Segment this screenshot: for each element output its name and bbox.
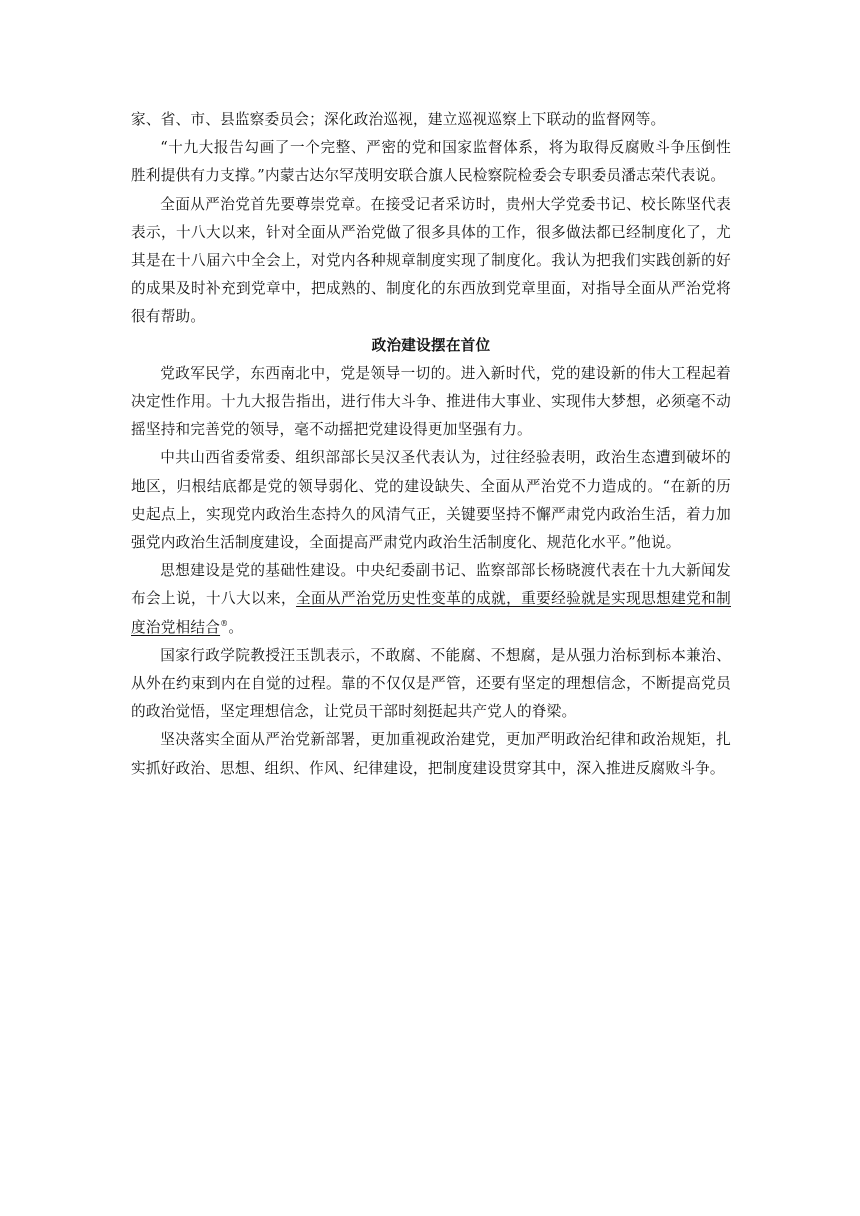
paragraph-anti-corruption-process: 国家行政学院教授汪玉凯表示，不敢腐、不能腐、不想腐，是从强力治标到标本兼治、从外在约束到内在自觉的过程。靠的不仅仅是严管，还要有坚定的理想信念，不断提高党员的政治觉悟，坚定理想信念，让党员干部时刻挺起共产党人的脊梁。	[131, 646, 731, 721]
paragraph-ideological-building	[131, 557, 731, 642]
paragraph-text-after: 。	[228, 618, 244, 636]
paragraph-party-constitution: 全面从严治党首先要尊崇党章。在接受记者采访时，贵州大学党委书记、校长陈坚代表表示，十八大以来，针对全面从严治党做了很多具体的工作，很多做法都已经制度化了，尤其是在十八届六中全会上，对党内各种规章制度实现了制度化。我认为把我们实践创新的好的成果及时补充到党章中，把成熟的、制度化的东西放到党章里面，对指导全面从严治党将很有帮助。	[131, 195, 731, 326]
paragraph-party-leadership: 党政军民学，东西南北中，党是领导一切的。进入新时代，党的建设新的伟大工程起着决定性作用。十九大报告指出，进行伟大斗争、推进伟大事业、实现伟大梦想，必须毫不动摇坚持和完善党的领导，毫不动摇把党建设得更加坚强有力。	[131, 364, 731, 439]
paragraph-supervision-system-quote: “十九大报告勾画了一个完整、严密的党和国家监督体系，将为取得反腐败斗争压倒性胜利提供有力支撑。”内蒙古达尔罕茂明安联合旗人民检察院检委会专职委员潘志荣代表说。	[131, 139, 731, 185]
paragraph-text-before: 思想建设是党的基础性建设。中央纪委副书记、监察部部长杨晓渡代表在十九大新闻发布会上说，十八大以来，	[131, 562, 731, 608]
section-heading: 政治建设摆在首位	[371, 336, 491, 354]
paragraph-political-ecology: 中共山西省委常委、组织部部长吴汉圣代表认为，过往经验表明，政治生态遭到破坏的地区，归根结底都是党的领导弱化、党的建设缺失、全面从严治党不力造成的。“在新的历史起点上，实现党内政治生态持久的风清气正，关键要坚持不懈严肃党内政治生活，着力加强党内政治生活制度建设，全面提高严肃党内政治生活制度化、规范化水平。”他说。	[131, 449, 731, 552]
paragraph-implementation: 坚决落实全面从严治党新部署，更加重视政治建党，更加严明政治纪律和政治规矩，扎实抓好政治、思想、组织、作风、纪律建设，把制度建设贯穿其中，深入推进反腐败斗争。	[131, 731, 731, 777]
footnote-marker: ®	[220, 618, 229, 628]
paragraph-continued: 家、省、市、县监察委员会；深化政治巡视，建立巡视巡察上下联动的监督网等。	[131, 111, 666, 128]
document-body	[131, 106, 731, 783]
underlined-key-point: 全面从严治党历史性变革的成就，重要经验就是实现思想建党和制度治党相结合	[131, 590, 731, 636]
